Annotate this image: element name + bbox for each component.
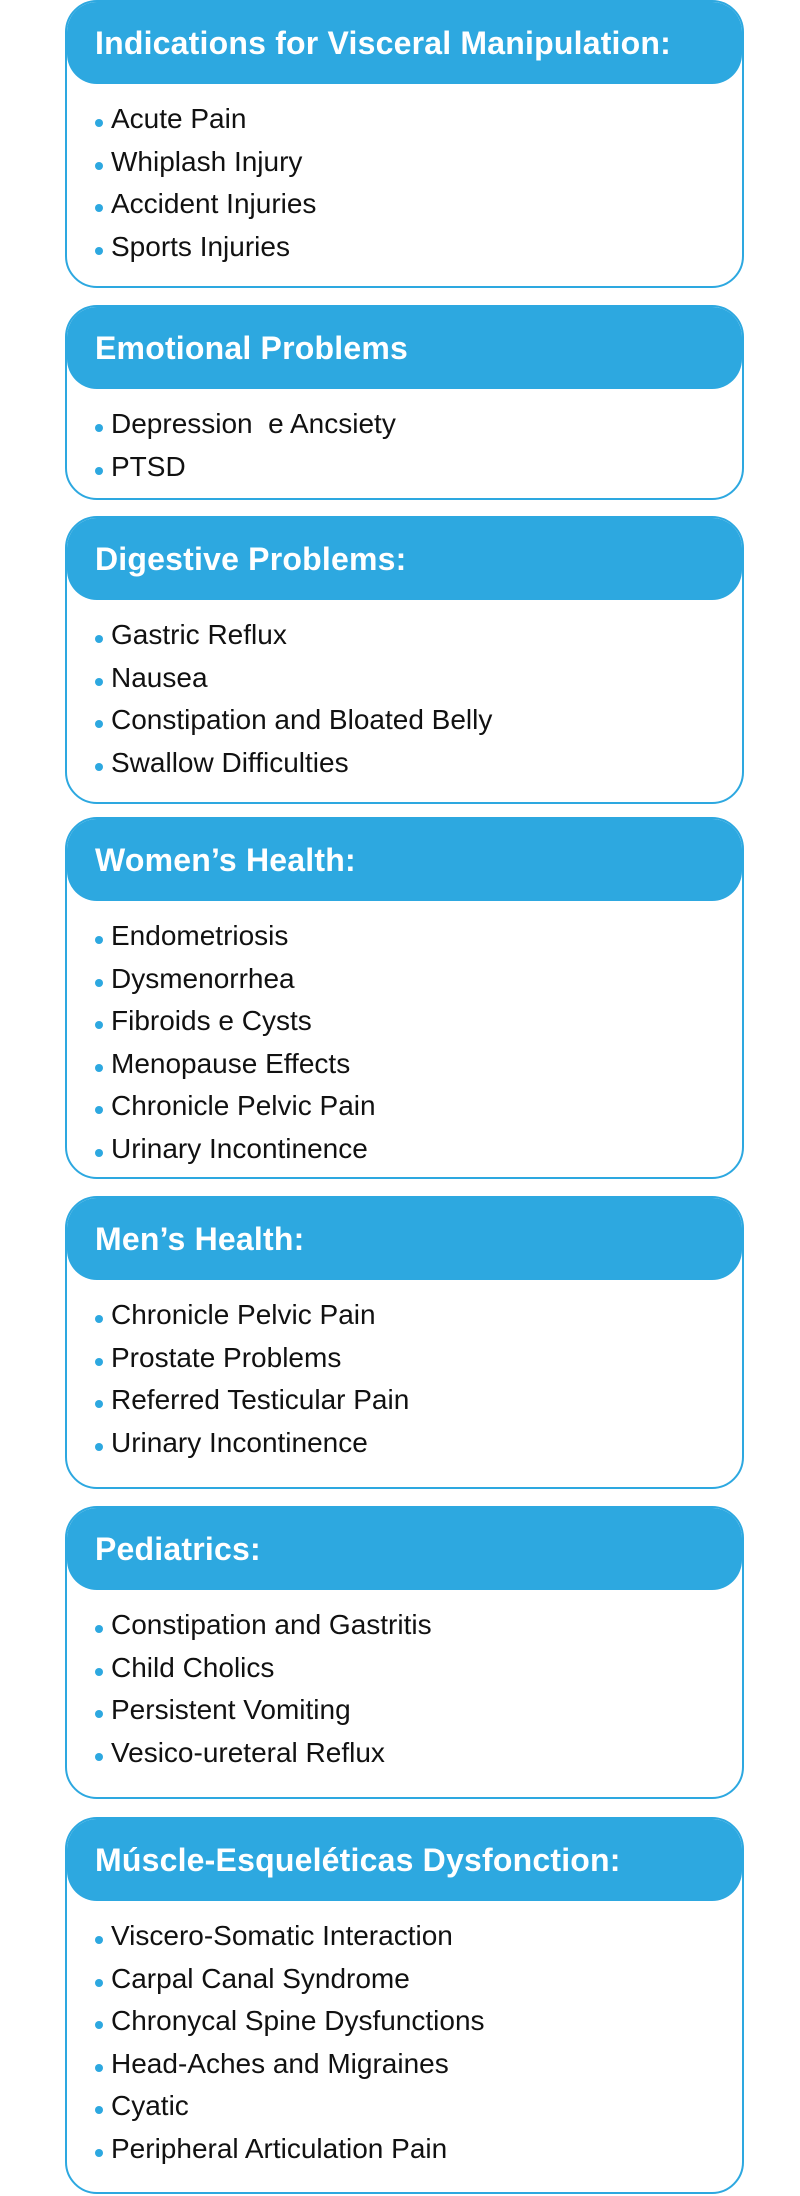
section-title: Pediatrics: [95,1530,261,1567]
section-title: Men’s Health: [95,1220,305,1257]
section-card-muscle-skeletal [65,1817,744,2194]
section-title: Women’s Health: [95,841,356,878]
list-item-label: Depression e Ancsiety [111,408,396,440]
list-item-label: Carpal Canal Syndrome [111,1962,410,1994]
list-item-label: PTSD [111,450,186,482]
list-item [95,2043,742,2086]
list-item-label: Accident Injuries [111,188,317,220]
section-card-womens-health [65,817,744,1179]
bullet-icon [95,1668,103,1676]
section-header [67,1508,742,1590]
list-item [95,915,742,958]
bullet-icon [95,2106,103,2114]
list-item-label: Peripheral Articulation Pain [111,2132,448,2164]
list-item [95,1604,742,1647]
list-item-label: Whiplash Injury [111,145,303,177]
bullet-icon [95,467,103,475]
bullet-icon [95,2021,103,2029]
section-list [67,901,742,1170]
section-list [67,1901,742,2170]
bullet-icon [95,162,103,170]
list-item-label: Endometriosis [111,920,289,952]
list-item-label: Persistent Vomiting [111,1694,351,1726]
bullet-icon [95,720,103,728]
list-item-label: Viscero-Somatic Interaction [111,1920,453,1952]
list-item-label: Fibroids e Cysts [111,1005,312,1037]
list-item-label: Acute Pain [111,103,247,135]
section-header [67,2,742,84]
list-item [95,446,742,489]
bullet-icon [95,424,103,432]
bullet-icon [95,1443,103,1451]
list-item-label: Chronicle Pelvic Pain [111,1090,376,1122]
bullet-icon [95,1315,103,1323]
section-card-emotional-problems [65,305,744,500]
list-item-label: Constipation and Gastritis [111,1609,432,1641]
bullet-icon [95,1021,103,1029]
list-item [95,1337,742,1380]
list-item [95,1085,742,1128]
list-item [95,1000,742,1043]
bullet-icon [95,2149,103,2157]
bullet-icon [95,204,103,212]
section-list [67,1280,742,1464]
list-item [95,98,742,141]
bullet-icon [95,1753,103,1761]
list-item [95,1422,742,1465]
list-item [95,699,742,742]
bullet-icon [95,2064,103,2072]
list-item [95,2085,742,2128]
list-item-label: Cyatic [111,2090,189,2122]
bullet-icon [95,763,103,771]
section-header [67,1819,742,1901]
section-title: Emotional Problems [95,329,408,366]
list-item [95,1294,742,1337]
list-item [95,614,742,657]
section-header [67,518,742,600]
bullet-icon [95,247,103,255]
section-header [67,1198,742,1280]
list-item-label: Vesico-ureteral Reflux [111,1736,385,1768]
list-item [95,141,742,184]
list-item [95,403,742,446]
list-item-label: Nausea [111,661,208,693]
section-header [67,307,742,389]
list-item [95,2128,742,2171]
list-item [95,1732,742,1775]
section-card-mens-health [65,1196,744,1489]
list-item [95,183,742,226]
list-item-label: Dysmenorrhea [111,962,295,994]
section-card-pediatrics [65,1506,744,1799]
list-item-label: Swallow Difficulties [111,746,349,778]
section-list [67,1590,742,1774]
section-card-visceral-manipulation [65,0,744,288]
section-list [67,600,742,784]
list-item-label: Gastric Reflux [111,619,287,651]
list-item [95,1647,742,1690]
list-item-label: Chronycal Spine Dysfunctions [111,2005,485,2037]
list-item [95,1043,742,1086]
list-item-label: Referred Testicular Pain [111,1384,410,1416]
list-item [95,2000,742,2043]
list-item-label: Urinary Incontinence [111,1132,368,1164]
bullet-icon [95,979,103,987]
bullet-icon [95,936,103,944]
bullet-icon [95,678,103,686]
section-title: Indications for Visceral Manipulation: [95,24,671,61]
section-header [67,819,742,901]
section-list [67,84,742,268]
bullet-icon [95,1710,103,1718]
bullet-icon [95,635,103,643]
list-item [95,1379,742,1422]
list-item-label: Menopause Effects [111,1047,351,1079]
bullet-icon [95,1149,103,1157]
section-list [67,389,742,488]
list-item-label: Head-Aches and Migraines [111,2047,449,2079]
section-card-digestive-problems [65,516,744,804]
list-item-label: Sports Injuries [111,230,290,262]
bullet-icon [95,1064,103,1072]
bullet-icon [95,1979,103,1987]
bullet-icon [95,1358,103,1366]
list-item [95,1958,742,2001]
list-item [95,958,742,1001]
list-item-label: Constipation and Bloated Belly [111,704,493,736]
bullet-icon [95,119,103,127]
list-item [95,1915,742,1958]
bullet-icon [95,1106,103,1114]
section-title: Digestive Problems: [95,540,407,577]
bullet-icon [95,1625,103,1633]
bullet-icon [95,1936,103,1944]
list-item-label: Chronicle Pelvic Pain [111,1299,376,1331]
bullet-icon [95,1400,103,1408]
list-item [95,1689,742,1732]
list-item-label: Urinary Incontinence [111,1426,368,1458]
list-item [95,1128,742,1171]
section-title: Múscle-Esqueléticas Dysfonction: [95,1841,621,1878]
list-item [95,226,742,269]
list-item [95,657,742,700]
list-item-label: Prostate Problems [111,1341,342,1373]
list-item [95,742,742,785]
list-item-label: Child Cholics [111,1651,275,1683]
